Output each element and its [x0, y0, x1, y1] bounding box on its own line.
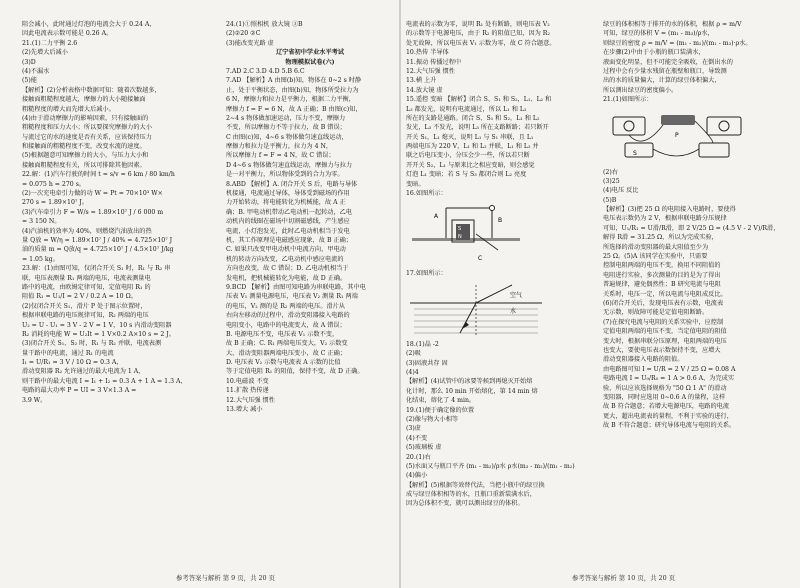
text-line: 滑动变阻器接入电路的阻值。 [603, 356, 684, 364]
text-line: 由电路图可知 I = U/R = 2 V / 25 Ω = 0.08 A [603, 365, 736, 373]
text-line: 7.AD 2.C 3.D 4.D 5.B 6.C [226, 67, 305, 75]
text-line: 则干路中的最大电流 I = I₁ + I₂ = 0.3 A + 1 A = 1.3 A， [22, 377, 187, 385]
text-line: (3)汽车牵引力 F = W/s = 1.89×10⁷ J / 6 000 m [22, 208, 164, 216]
text-line: 19.(1)便于确定像的位置 [406, 406, 475, 414]
text-line: 【解析】(4)试管中的冰要等候到再熄灭开始熔 [406, 378, 533, 386]
fig1-label: A [434, 213, 439, 221]
text-line: 油的质量 m = Q放/q = 4.725×10⁷ J / 4.5×10⁷ J/kg [22, 246, 174, 254]
text-line: 电流，小灯泡发光，此时乙电动机相当于发电 [226, 227, 350, 235]
text-line: 21.(1)如图所示： [603, 96, 653, 104]
text-line: 13.增大 减小 [226, 406, 263, 414]
text-line: (4)由于滑动摩擦力的影响因素，只有接触面的 [22, 114, 149, 122]
text-line: 23.解：(1)由图可知，仅闭合开关 S₁ 时，R₁ 与 R₂ 串 [22, 265, 171, 273]
text-line: 15.遥控 变暗 【解析】闭合 S、S₁ 和 S₂，L₁、L₂ 和 [406, 96, 552, 104]
text-line: 压表 V₁ 测量电源电压，电压表 V₂ 测量 R₁ 两端 [226, 293, 358, 301]
text-line: 11.振动 传播过程中 [406, 58, 462, 66]
text-line: 6 N，摩擦力和拉力是平衡力，根据二力平衡， [226, 96, 355, 104]
text-line: 17.如图所示： [406, 270, 447, 278]
text-line: 动机内的线圈在磁场中切割磁感线，产生感应 [226, 218, 350, 226]
text-line: (2)仅闭合开关 S₁，滑片 P 处于图示位置时， [22, 302, 147, 310]
text-line: (2)像与物大小相等 [406, 415, 459, 423]
text-line: (4)汽油机的效率为 40%，则燃烧汽油放出的热 [22, 227, 152, 235]
text-line: 12.大气压强 惯性 [226, 396, 275, 404]
text-line: 开关 S₁，L₁ 熄灭，说明 L₁ 与 S₁ 串联，且 L₁ [406, 133, 534, 141]
text-line: 机，其工作原理是电磁感应现象，故 B 正确； [226, 236, 353, 244]
text-line: 不变，所以摩擦力不等于拉力，故 B 错误； [226, 124, 346, 132]
text-line: (4)4 [406, 368, 419, 376]
text-line: 粗糙程度的增大而先增大后减小。 [22, 105, 115, 113]
text-line: 两端电压为 220 V，L₁ 和 L₂ 并联，L₁ 和 L₃ 并 [406, 143, 539, 151]
text-line: D. 电压表 V₂ 示数与电流表 A 示数的比值 [226, 359, 341, 367]
text-line: 普遍规律，避免偶然性；B 研究电流与电阻 [603, 281, 721, 289]
text-line: 化结束，熔化了 4 min。 [406, 397, 476, 405]
text-line: 故 B 正确；C. R₁ 两端电压变大，V₂ 示数变 [226, 340, 348, 348]
text-line: (2)②20 ②C [226, 30, 261, 38]
text-line: 可知，绿豆的体积 V = (m₁ - m₃)/ρ水， [603, 30, 714, 38]
text-line: (5)根据题意可知摩擦力的大小，与压力大小和 [22, 152, 149, 160]
text-line: 【解析】(5)根据等效替代法，当把小瓶中的绿豆换 [406, 481, 545, 489]
text-line: 【解析】(3)把 25 Ω 的电阻接入电路时，要使得 [603, 206, 736, 214]
text-line: (2)一次充电牵引力做的功 W = Pt = 70×10³ W× [22, 190, 163, 198]
text-line: 变阻器，同时应选用 0~0.6 A 的量程，这样 [603, 393, 726, 401]
fig3-label: S [633, 149, 637, 157]
text-line: 电路电流 I = U₀/R₀ = 1 A > 0.6 A，为完成实 [603, 375, 735, 383]
fig2-label: 空气 [510, 291, 523, 299]
text-line: (4)电压 反比 [603, 187, 639, 195]
text-line: 16.如图所示： [406, 190, 447, 198]
text-line: 【解析】(2)分析表格中数据可知：随着次数越多， [22, 86, 161, 94]
text-line: 电路的最大功率 P = UI = 3 V×1.3 A = [22, 387, 137, 395]
text-line: 联，电压表测量 R₁ 两端的电压，电流表测量电 [22, 274, 151, 282]
text-line: 电流表的示数为零，说明 R₁ 处有断路，则电压表 V₂ [406, 21, 550, 28]
text-line: 电阻进行实验，多次测量的目的是为了得出 [603, 271, 721, 279]
text-line: (6)闭合开关后，发现电压表有示数，电流表 [603, 299, 724, 307]
text-line: 止，处于平衡状态，由图(b)知，物体所受拉力为 [226, 86, 359, 94]
text-line: 无示数，则故障可能是定值电阻断路。 [603, 309, 709, 317]
page-footer-left: 参考答案与解析 第 9 页，共 20 页 [176, 574, 276, 582]
text-line: 因此电流表示数可能是 0.26 A。 [22, 30, 113, 38]
text-line: R₂ 消耗的电能 W = U₂It = 1 V×0.2 A×10 s = 2 J。 [22, 330, 175, 338]
text-line: 确；B. 甲电动机带动乙电动机一起转动，乙电 [226, 208, 353, 216]
text-line: (5)水面又与瓶口平齐 (m₁ - m₂)/ρ水 ρ水(m₃ - m₂)/(m₁ - m₂) [406, 462, 575, 470]
fig3-label: P [675, 131, 679, 139]
text-line: C 由图(c)知，4~6 s 物体做匀速直线运动， [226, 133, 348, 141]
text-line: 故 B 符合题意；若增大电源电压，电路的电流 [603, 403, 730, 411]
text-line: (5)能 [22, 77, 37, 85]
text-line: 接触面粗糙程度有关，所以可排除其他因素。 [22, 161, 146, 169]
text-line: 的示数等于电源电压，由于 R₂ 的阻值已知，因为 R₂ [406, 30, 550, 38]
text-line: 量 Q放 = W/η = 1.89×10⁷ J / 40% = 4.725×10⁷ J [22, 236, 173, 244]
text-line: 故 B 不符合题意；研究导体电流与电阻的关系。 [603, 422, 736, 430]
text-line: 21.(1)二力平衡 2.6 [22, 39, 78, 47]
text-line: 验，所以应该选择规格为 "50 Ω 1 A" 的滑动 [603, 384, 727, 392]
text-line: 控制电阻两端的电压不变，换用不同阻值的 [603, 262, 721, 270]
text-line: 25 Ω。(5)A 该同学在实验中，只需要 [603, 253, 708, 261]
text-line: 所以摩擦力 f = F = 4 N，故 C 错误； [226, 152, 335, 160]
text-line: 发光，L₃ 不发光，说明 L₃ 所在支路断路；若只断开 [406, 124, 549, 132]
text-line: 10.电磁波 不变 [226, 377, 269, 385]
right-column-2 [603, 20, 795, 566]
text-line: 力开始转动，将电能转化为机械能，故 A 正 [226, 199, 346, 207]
text-line: 所在的支路是通路。闭合 S、S₁ 和 S₂，L₁ 和 L₂ [406, 114, 540, 122]
text-line: 液面变化明显，但不可能完全吸收，在倒出水的 [603, 58, 733, 66]
left-column-1 [22, 20, 222, 566]
text-line: D 4~6 s 物体做匀速直线运动，摩擦力与拉力 [226, 161, 353, 169]
figure-16-circuit [406, 200, 598, 266]
text-line: 灯泡 L₁ 变暗；若 S 与 S₃ 都闭合则 L₂ 亮度 [406, 171, 527, 179]
figure-17-refraction [406, 281, 598, 337]
text-line: L₃ 都发光，说明有电流通过，所以 L₁ 和 L₂ [406, 105, 527, 113]
text-line: 变大时，根据串联分压原理，电阻两端的电压 [603, 337, 727, 345]
text-line: (4)偏小 [406, 472, 428, 480]
text-line: 关系时，电压一定，所以电流与电阻成反比。 [603, 290, 727, 298]
text-line: (5)玻璃板 虚 [406, 444, 442, 452]
text-line: 3.9 W。 [22, 396, 47, 404]
text-line: 的电压，V₂ 测的是 R₂ 两端的电压。滑片从 [226, 302, 345, 310]
text-line: C. 如果只改变甲电动机中电流方向，甲电动 [226, 246, 346, 254]
text-line: 联之后电压变小，分压会少一些，所以若只断 [406, 152, 530, 160]
text-line: 开开关 S₂，L₁ 与原来比之相应变暗，则会感觉 [406, 161, 535, 169]
text-line: 大，滑动变阻器两端电压变小，故 C 正确； [226, 349, 347, 357]
text-line: 定值电阻两端的电压不变，当定值电阻的阻值 [603, 328, 727, 336]
text-line: 路中的电流，由欧姆定律可知，定值电阻 R₁ 的 [22, 283, 151, 291]
text-line: 因为总体积不变，就可以测出绿豆的体积。 [406, 500, 524, 508]
text-line: 物理模拟试卷(六) [285, 58, 335, 66]
text-line: (3)D [22, 58, 36, 66]
text-line: (2)右 [603, 168, 618, 176]
text-line: 2~4 s 物体做加速运动，压力不变，摩擦力 [226, 114, 346, 122]
text-line: (3)25 [603, 177, 620, 185]
text-line: 解得 R滑 = 31.25 Ω，所以为完成实验， [603, 234, 718, 242]
text-line: (5)B [603, 196, 617, 204]
text-line: = 0.075 h = 270 s。 [22, 180, 86, 188]
text-line: 成与绿豆体积相等的水，且瓶口重新装满水后， [406, 491, 536, 499]
text-line: 12.大气压强 惯性 [406, 67, 455, 75]
text-line: I₁ = U/R₁ = 3 V / 10 Ω = 0.3 A， [22, 359, 123, 367]
text-line: 方向也改变，故 C 错误；D. 乙电动机相当于 [226, 265, 349, 273]
text-line: (4)不漏水 [22, 67, 50, 75]
text-line: 辽宁省初中学业水平考试 [275, 49, 345, 57]
text-line: 270 s = 1.89×10⁷ J。 [22, 199, 89, 207]
text-line: 7.AD 【解析】A 由图(b)知，物体在 0~2 s 时静 [226, 77, 362, 85]
fig1-label: B [498, 217, 503, 225]
text-line: 右向左移动的过程中，滑动变阻器接入电路的 [226, 312, 350, 320]
text-line: 更大，超出电流表的量程，不利于实验的进行， [603, 412, 733, 420]
text-line: 所选择的滑动变阻器的最大阻值至少为 [603, 243, 709, 251]
text-line: (2)先增大后减小 [22, 49, 68, 57]
text-line: = 3 150 N。 [22, 218, 61, 226]
text-line: 绿豆的体积相等于排开的水的体积，根据 ρ = m/V [603, 21, 742, 28]
text-line: (2)吸 [406, 350, 421, 358]
text-line: U₂ = U - U₁ = 3 V - 2 V = 1 V，10 s 内滑动变阻器 [22, 321, 172, 329]
text-line: 13.横 上升 [406, 77, 437, 85]
text-line: 18.(1)晶 -2 [406, 340, 439, 348]
page-footer-right: 参考答案与解析 第 10 页，共 20 页 [572, 574, 676, 582]
text-line: 电压表示数仍为 2 V，根据串联电路分压规律 [603, 215, 727, 223]
text-line: 滑动变阻器 R₂ 允许通过的最大电流为 1 A， [22, 368, 145, 376]
text-line: 机接通，电流通过导体，导体受到磁场的作用 [226, 190, 350, 198]
text-line: 化计时，那么 10 min 开始熔化，第 14 min 熔 [406, 387, 538, 395]
text-line: (7)在探究电流与电阻的关系实验中，应控制 [603, 318, 724, 326]
text-line: 14.放大镜 虚 [406, 86, 443, 94]
text-line: 发电机，把机械能转化为电能，故 D 正确。 [226, 274, 347, 282]
text-line: 接触面粗糙程度越大，摩擦力的大小随接触面 [22, 96, 146, 104]
left-column-2 [226, 20, 394, 566]
text-line: 22.解：(1)汽车行驶的时间 t = s/v = 6 km / 80 km/h [22, 171, 175, 179]
text-line: 20.(1)右 [406, 453, 431, 461]
text-line: B. 电源电压不变，电压表 V₁ 示数不变， [226, 330, 339, 338]
text-line: 机的转动方向改变，乙电动机中感应电流的 [226, 255, 344, 263]
text-line: 出的水的质量偏大，计算的绿豆体积偏大， [603, 77, 721, 85]
text-line: 11.扩散 热传递 [226, 387, 269, 395]
text-line: 处无故障，所以电压表 V₁ 示数为零，故 C 符合题意。 [406, 39, 556, 47]
text-line: 所以测出绿豆的密度偏小。 [603, 86, 678, 94]
text-line: (3)固液共存 固 [406, 359, 448, 367]
text-line: (3)能改变光路 虚 [226, 39, 274, 47]
text-line: 24.(1)①照相机 放大镜 ③B [226, 21, 303, 28]
text-line: 电阻变小，电路中的电流变大，故 A 错误； [226, 321, 346, 329]
text-line: 则绿豆的密度 ρ = m/V = (m₁ - m₂)/(m₁ - m₃)·ρ水。 [603, 39, 752, 47]
text-line: = 1.05 kg。 [22, 255, 59, 263]
text-line: 等于定值电阻 R₁ 的阻值，保持不变，故 D 正确。 [226, 368, 364, 376]
text-line: 和接触面的粗糙程度不变，改变水流的速度。 [22, 143, 146, 151]
text-line: 9.BCD 【解析】由图可知电路为串联电路，其中电 [226, 283, 366, 291]
text-line: 10.热传 半导体 [406, 49, 449, 57]
right-column-1 [406, 20, 598, 566]
text-line: 是一对平衡力，所以物体受到的合力为零。 [226, 171, 344, 179]
text-line: (3)虚 [406, 425, 421, 433]
text-line: (4)不变 [406, 434, 428, 442]
fig1-label: C [478, 255, 483, 263]
text-line: 阻值 R₁ = U₁/I = 2 V / 0.2 A = 10 Ω。 [22, 293, 137, 301]
text-line: 粗糙程度和压力大小；所以要探究摩擦力的大小 [22, 124, 152, 132]
text-line: 阻会减小，此时通过灯泡的电流会大于 0.24 A， [22, 21, 156, 28]
fig2-label: 水 [510, 307, 517, 315]
text-line: 量干路中的电流，通过 R₁ 的电流 [22, 349, 114, 357]
text-line: 可知，U₁/R₁ = U滑/R滑，即 2 V/25 Ω = (4.5 V - 2 V)/R滑， [603, 224, 780, 232]
text-line: 摩擦力 f = F = 6 N，故 A 正确；B 由图(c)知， [226, 105, 362, 113]
text-line: 变暗。 [406, 180, 425, 188]
text-line: 在步骤(2)中由于小瓶的瓶口装满水， [603, 49, 705, 57]
text-line: 过程中会有少量水残留在瓶壁和瓶口，导致测 [603, 67, 727, 75]
text-line: 与流过它的水的速度是否有关系，应该保持压力 [22, 133, 152, 141]
fig1-label: S [458, 226, 462, 233]
text-line: 根据串联电路的电压规律可知，R₂ 两端的电压 [22, 312, 149, 320]
figure-21-circuit [603, 107, 795, 165]
text-line: 摩擦力和拉力是平衡力，拉力为 4 N， [226, 143, 333, 151]
text-line: 8.ABD 【解析】A. 闭合开关 S 后，电路与导体 [226, 180, 358, 188]
text-line: 也变大，要使电压表示数保持不变，应增大 [603, 346, 721, 354]
right-page [400, 0, 800, 588]
fig1-label: N [458, 234, 462, 241]
text-line: (3)闭合开关 S₁、S₂ 时，R₁ 与 R₂ 并联，电流表测 [22, 340, 162, 348]
